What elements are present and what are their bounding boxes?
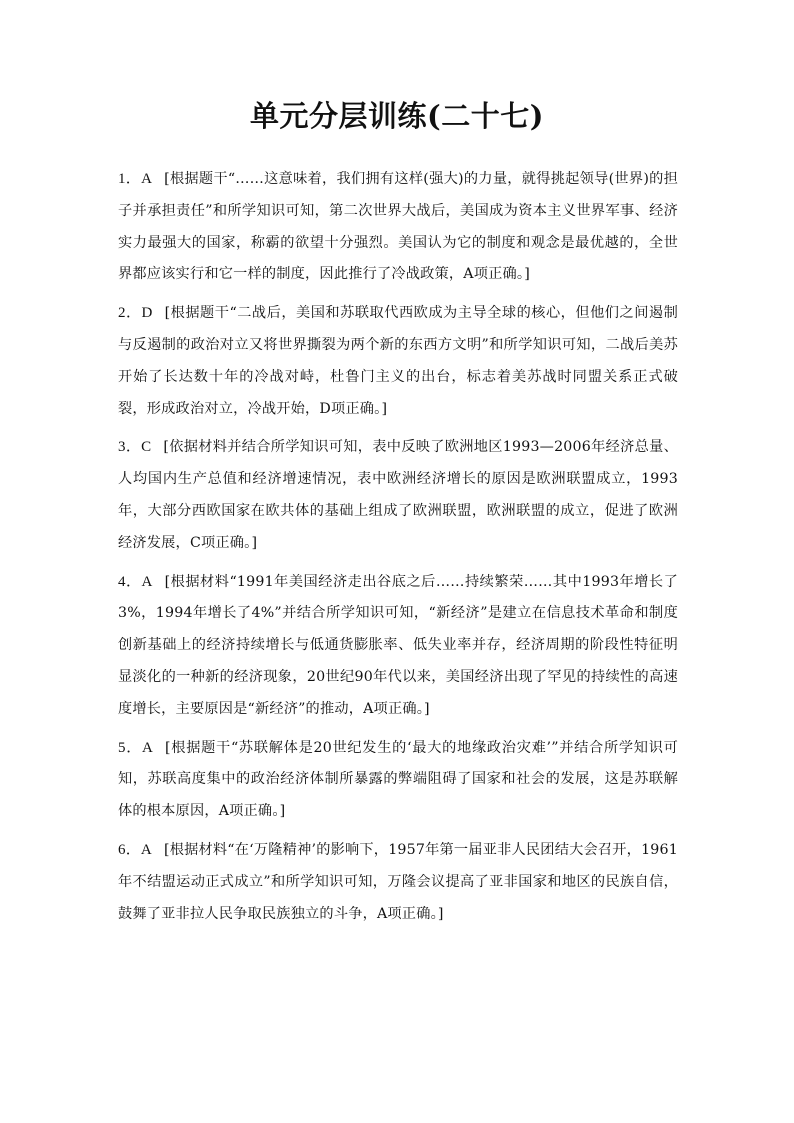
answer-number: 1． [118,171,142,187]
answer-number: 6． [118,841,141,858]
answer-item-5 [118,733,678,828]
answer-explanation: [根据题干“……这意味着，我们拥有这样(强大)的力量，就得挑起领导(世界)的担子并承担责任”和所学知识可知，第二次世界大战后，美国成为资本主义世界军事、经济实力最强大的国家，称霸的欲望十分强烈。美国认为它的制度和观念是最优越的，全世界都应该实行和它一样的制度，因此推行了冷战政策，A项正确。] [118,171,679,283]
answer-explanation: [根据题干“苏联解体是20世纪发生的‘最大的地缘政治灾难’”并结合所学知识可知，苏联高度集中的政治经济体制所暴露的弊端阻碍了国家和社会的发展，这是苏联解体的根本原因，A项正确。] [118,739,679,820]
page-title: 单元分层训练(二十七) [250,99,544,133]
answer-item-6 [118,835,678,930]
answer-choice: D [141,305,153,322]
answer-choice: A [141,739,154,756]
answer-choice: A [141,573,153,590]
answer-explanation: [根据题干“二战后，美国和苏联取代西欧成为主导全球的核心，但他们之间遏制与反遏制的政治对立又将世界撕裂为两个新的东西方文明”和所学知识可知，二战后美苏开始了长达数十年的冷战对峙，杜鲁门主义的出台，标志着美苏战时同盟关系正式破裂，形成政治对立，冷战开始，D项正确。] [118,305,678,417]
answer-list [118,164,678,937]
answer-item-4 [118,567,678,726]
answer-explanation: [根据材料“在‘万隆精神’的影响下，1957年第一届亚非人民团结大会召开，1961年不结盟运动正式成立”和所学知识可知，万隆会议提高了亚非国家和地区的民族自信，鼓舞了亚非拉人民争取民族独立的斗争，A项正确。] [118,841,678,922]
answer-number: 4． [118,573,142,590]
answer-choice: A [141,171,153,187]
answer-item-3 [118,432,678,559]
answer-number: 5． [118,739,142,756]
answer-choice: A [140,841,152,858]
answer-item-1 [118,164,678,291]
answer-explanation: [依据材料并结合所学知识可知，表中反映了欧洲地区1993—2006年经济总量、人均国内生产总值和经济增速情况，表中欧洲经济增长的原因是欧洲联盟成立，1993年，大部分西欧国家在欧共体的基础上组成了欧洲联盟，欧洲联盟的成立，促进了欧洲经济发展，C项正确。] [118,439,678,551]
answer-explanation: [根据材料“1991年美国经济走出谷底之后……持续繁荣……其中1993年增长了3%，1994年增长了4%”并结合所学知识可知，“新经济”是建立在信息技术革命和制度创新基础上的经济持续增长与低通货膨胀率、低失业率并存，经济周期的阶段性特征明显淡化的一种新的经济现象，20世纪90年代以来，美国经济出现了罕见的持续性的高速度增长，主要原因是“新经济”的推动，A项正确。] [118,573,678,717]
answer-number: 2． [118,305,142,322]
answer-choice: C [141,439,152,456]
answer-item-2 [118,298,678,425]
answer-number: 3． [118,439,142,456]
